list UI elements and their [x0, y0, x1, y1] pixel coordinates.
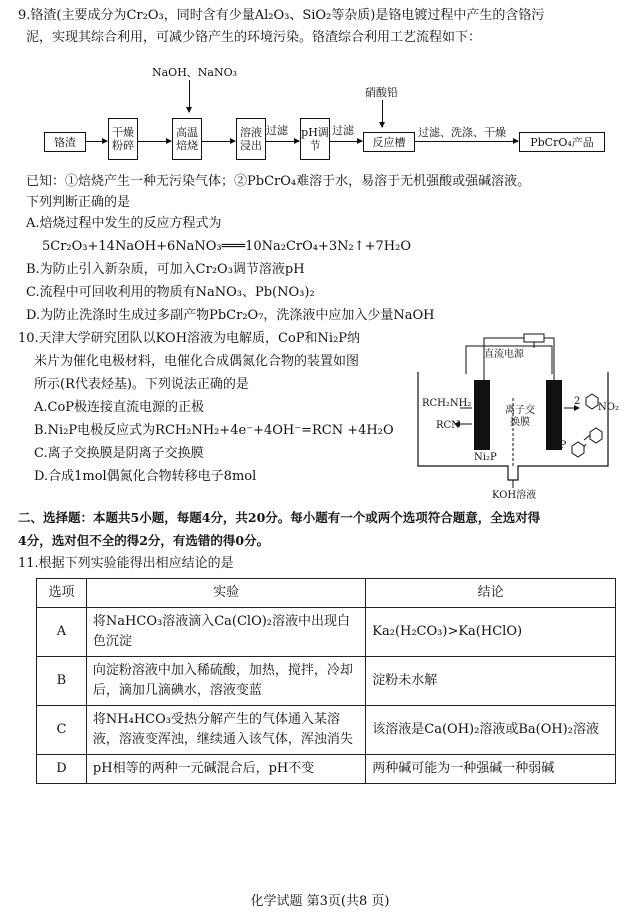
- flow-box-product: PbCrO₄产品: [519, 132, 605, 152]
- table-row: [37, 706, 616, 755]
- benzene-ring-icon: [590, 428, 602, 443]
- header-conclusion: 结论: [366, 579, 616, 608]
- q10-line-3: 所示(R代表烃基)。下列说法正确的是: [34, 377, 249, 392]
- row-conclusion: 该溶液是Ca(OH)₂溶液或Ba(OH)₂溶液: [366, 706, 616, 755]
- row-conclusion: 淀粉未水解: [366, 657, 616, 706]
- q11-table-header: [37, 579, 616, 608]
- flow-box-chromium-residue: 铬渣: [44, 132, 86, 152]
- diagram-right-electrode-label: CoP: [546, 440, 567, 451]
- q9-intro-1: 9.铬渣(主要成分为Cr₂O₃，同时含有少量Al₂O₃、SiO₂等杂质)是铬电镀过程中产生的含铬污: [18, 8, 545, 23]
- diagram-left-bottom-label: RCN: [436, 420, 460, 431]
- diagram-electrolyte-label: KOH溶液: [492, 490, 537, 501]
- q10-option-d: D.合成1mol偶氮化合物转移电子8mol: [34, 469, 257, 484]
- q9-option-c: C.流程中可回收利用的物质有NaNO₃、Pb(NO₃)₂: [26, 285, 315, 300]
- q10-option-c: C.离子交换膜是阴离子交换膜: [34, 446, 204, 461]
- table-row: [37, 608, 616, 657]
- flow-box-leach: 溶液浸出: [236, 118, 266, 160]
- q10-line-1: 10.天津大学研究团队以KOH溶液为电解质，CoP和Ni₂P纳: [18, 331, 361, 346]
- q9-option-a: A.焙烧过程中发生的反应方程式为: [26, 216, 222, 231]
- table-row: [37, 657, 616, 706]
- flow-label-filter-1: 过滤: [266, 124, 288, 137]
- q9-option-a-equation: 5Cr₂O₃+14NaOH+6NaNO₃═══10Na₂CrO₄+3N₂↑+7H₂O: [42, 239, 412, 254]
- diagram-nitro-label: NO₂: [598, 402, 619, 413]
- flow-reagent-top: NaOH、NaNO₃: [152, 66, 238, 79]
- header-option: 选项: [37, 579, 87, 608]
- section2-line-1: 二、选择题：本题共5小题，每题4分，共20分。每小题有一个或两个选项符合题意，全选对得: [18, 510, 541, 525]
- row-option: C: [37, 706, 87, 755]
- q10-line-2: 米片为催化电极材料，电催化合成偶氮化合物的装置如图: [34, 354, 360, 369]
- diagram-power-label: 直流电源: [484, 349, 524, 360]
- flow-arrow: [137, 141, 171, 142]
- q11-stem: 11.根据下列实验能得出相应结论的是: [18, 556, 234, 571]
- q9-option-d: D.为防止洗涤时生成过多副产物PbCr₂O₇，洗涤液中应加入少量NaOH: [26, 308, 435, 323]
- flow-arrow-down-2: [382, 100, 383, 127]
- flow-box-ph-adjust: pH调节: [300, 118, 330, 160]
- row-option: A: [37, 608, 87, 657]
- flow-box-dry-crush: 干燥粉碎: [108, 118, 138, 160]
- row-conclusion: 两种碱可能为一种强碱一种弱碱: [366, 755, 616, 784]
- q9-known: 已知：①焙烧产生一种无污染气体；②PbCrO₄难溶于水，易溶于无机强酸或强碱溶液。: [26, 174, 531, 189]
- benzene-ring-icon: [586, 394, 598, 409]
- diagram-right-top-label: 2: [574, 396, 581, 407]
- header-experiment: 实验: [86, 579, 365, 608]
- table-row: [37, 755, 616, 784]
- flow-label-final: 过滤、洗涤、干燥: [418, 126, 506, 139]
- row-experiment: pH相等的两种一元碱混合后，pH不变: [86, 755, 365, 784]
- q10-option-b: B.Ni₂P电极反应式为RCH₂NH₂+4e⁻+4OH⁻=RCN +4H₂O: [34, 423, 394, 438]
- row-option: B: [37, 657, 87, 706]
- flow-box-roast: 高温焙烧: [172, 118, 202, 160]
- flow-box-reactor: 反应槽: [363, 132, 415, 152]
- q10-option-a: A.CoP极连接直流电源的正极: [34, 400, 205, 415]
- flow-arrow-down-1: [189, 80, 190, 112]
- flow-arrow: [414, 141, 518, 142]
- row-experiment: 向淀粉溶液中加入稀硫酸，加热，搅拌，冷却后，滴加几滴碘水，溶液变蓝: [86, 657, 365, 706]
- diagram-left-top-label: RCH₂NH₂: [422, 398, 472, 409]
- diagram-membrane-label: 离子交换膜: [505, 405, 535, 428]
- flow-arrow: [85, 141, 107, 142]
- row-conclusion: Ka₂(H₂CO₃)>Ka(HClO): [366, 608, 616, 657]
- page-footer: 化学试题 第3页(共8 页): [250, 894, 390, 909]
- flow-label-filter-2: 过滤: [332, 124, 354, 137]
- benzene-ring-icon: [572, 442, 584, 457]
- row-option: D: [37, 755, 87, 784]
- row-experiment: 将NH₄HCO₃受热分解产生的气体通入某溶液，溶液变浑浊，继续通入该气体，浑浊消失: [86, 706, 365, 755]
- diagram-left-electrode-label: Ni₂P: [474, 452, 497, 463]
- flow-reagent-lead: 硝酸铅: [365, 86, 398, 99]
- q9-intro-2: 泥，实现其综合利用，可减少铬产生的环境污染。铬渣综合利用工艺流程如下：: [26, 30, 482, 45]
- q9-option-b: B.为防止引入新杂质，可加入Cr₂O₃调节溶液pH: [26, 262, 305, 277]
- q9-question: 下列判断正确的是: [26, 195, 131, 210]
- flow-arrow: [329, 141, 362, 142]
- q11-table: [36, 578, 616, 784]
- flow-arrow: [265, 141, 299, 142]
- flow-arrow: [201, 141, 235, 142]
- row-experiment: 将NaHCO₃溶液滴入Ca(ClO)₂溶液中出现白色沉淀: [86, 608, 365, 657]
- section2-line-2: 4分，选对但不全的得2分，有选错的得0分。: [18, 533, 270, 548]
